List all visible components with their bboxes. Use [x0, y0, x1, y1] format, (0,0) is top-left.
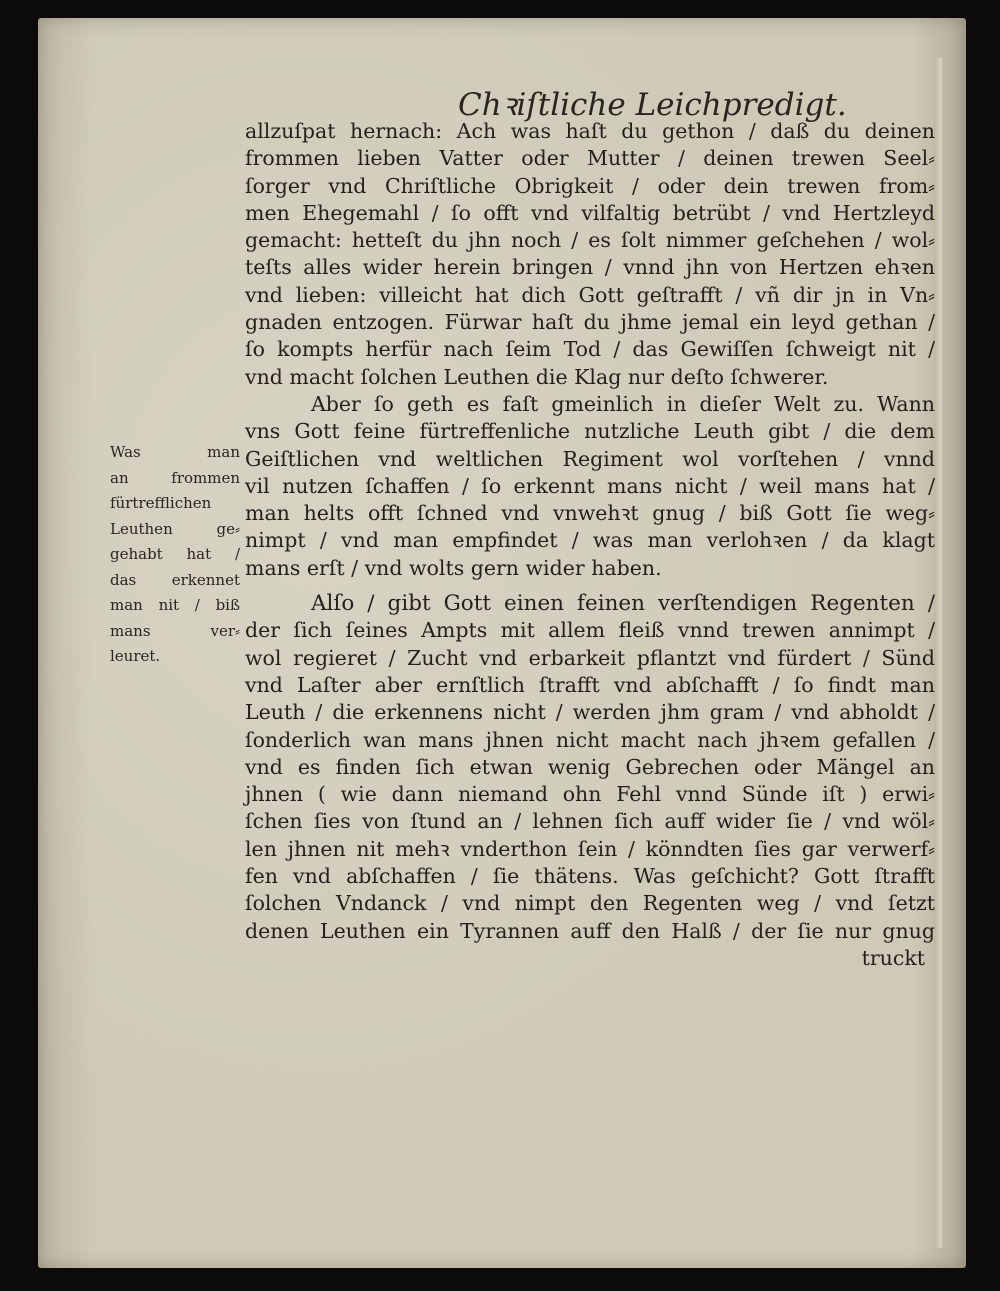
text-line: men Ehegemahl / ſo offt vnd vilfaltig betrübt / vnd Hertzleyd [245, 200, 935, 225]
text-line: len jhnen nit mehꝛ vnderthon ſein / könndten ſies gar verwerf⸗ [245, 836, 935, 861]
text-line: vnd Laſter aber ernſtlich ſtrafft vnd abſchafft / ſo findt man [245, 672, 935, 697]
margin-line: man nit / biß [110, 596, 240, 614]
page-edge [934, 58, 942, 1248]
margin-line: mans ver⸗ [110, 621, 240, 640]
margin-line: Leuthen ge⸗ [110, 519, 240, 538]
text-line: fen vnd abſchaffen / ſie thätens. Was geſchicht? Gott ſtrafft [245, 864, 935, 889]
text-line: Geiſtlichen vnd weltlichen Regiment wol vorſtehen / vnnd [245, 446, 935, 471]
margin-line: fürtrefflichen [110, 494, 212, 512]
text-line: gemacht: hetteſt du jhn noch / es ſolt nimmer geſchehen / wol⸗ [245, 228, 935, 253]
text-line: vnd lieben: villeicht hat dich Gott geſtrafft / vñ dir jn in Vn⸗ [245, 282, 935, 307]
text-line: mans erſt / vnd wolts gern wider haben. [245, 555, 662, 580]
text-line: jhnen ( wie dann niemand ohn Fehl vnnd Sünde iſt ) erwi⸗ [245, 782, 935, 807]
text-line: wol regieret / Zucht vnd erbarkeit pflantzt vnd fürdert / Sünd [245, 645, 935, 670]
margin-line: an frommen [110, 468, 240, 487]
margin-line: gehabt hat / [110, 545, 240, 563]
text-line: man helts offt ſchned vnd vnwehꝛt gnug / biß Gott ſie weg⸗ [245, 501, 935, 526]
text-line: vil nutzen ſchaffen / ſo erkennt mans nicht / weil mans hat / [245, 473, 935, 498]
marginal-note [110, 440, 240, 670]
text-line: vnd es finden ſich etwan wenig Gebrechen oder Mängel an [245, 754, 935, 779]
text-line: ſo kompts herfür nach ſeim Tod / das Gewiſſen ſchweigt nit / [245, 337, 935, 362]
text-line: denen Leuthen ein Tyrannen auff den Halß / der ſie nur gnug [245, 918, 935, 943]
text-line: vns Gott feine fürtreffenliche nutzliche Leuth gibt / die dem [245, 419, 935, 444]
text-line: allzuſpat hernach: Ach was haſt du gethon / daß du deinen [245, 119, 935, 143]
text-line: vnd macht ſolchen Leuthen die Klag nur deſto ſchwerer. [245, 364, 829, 389]
text-line: teſts alles wider herein bringen / vnnd jhn von Hertzen ehꝛen [245, 255, 935, 280]
running-head: Chꝛiſtliche Leichpredigt. [458, 87, 847, 123]
text-line: ſolchen Vndanck / vnd nimpt den Regenten weg / vnd ſetzt [245, 891, 935, 916]
text-line: der ſich ſeines Ampts mit allem fleiß vnnd trewen annimpt / [245, 618, 935, 643]
text-line: ſchen ſies von ſtund an / lehnen ſich auff wider ſie / vnd wöl⸗ [245, 809, 935, 834]
text-line: gnaden entzogen. Fürwar haſt du jhme jemal ein leyd gethan / [245, 310, 935, 335]
text-line: frommen lieben Vatter oder Mutter / deinen trewen Seel⸗ [245, 146, 935, 171]
paragraph-start-line: Aber ſo geth es faſt gmeinlich in dieſer Welt zu. Wann [311, 391, 935, 416]
margin-line: leuret. [110, 647, 161, 665]
text-line: ſonderlich wan mans jhnen nicht macht nach jhꝛem gefallen / [245, 727, 935, 752]
paragraph-start-line: Alſo / gibt Gott einen feinen verſtendigen Regenten / [311, 591, 935, 617]
main-text-block [245, 118, 935, 972]
margin-line: das erkennet [110, 570, 240, 589]
text-line: Leuth / die erkennens nicht / werden jhm gram / vnd abholdt / [245, 700, 935, 725]
text-line: ſorger vnd Chriſtliche Obrigkeit / oder dein trewen from⸗ [245, 173, 935, 198]
catchword: truckt [861, 945, 925, 970]
text-line: nimpt / vnd man empfindet / was man verlohꝛen / da klagt [245, 528, 935, 553]
margin-line: Was man [110, 443, 240, 461]
